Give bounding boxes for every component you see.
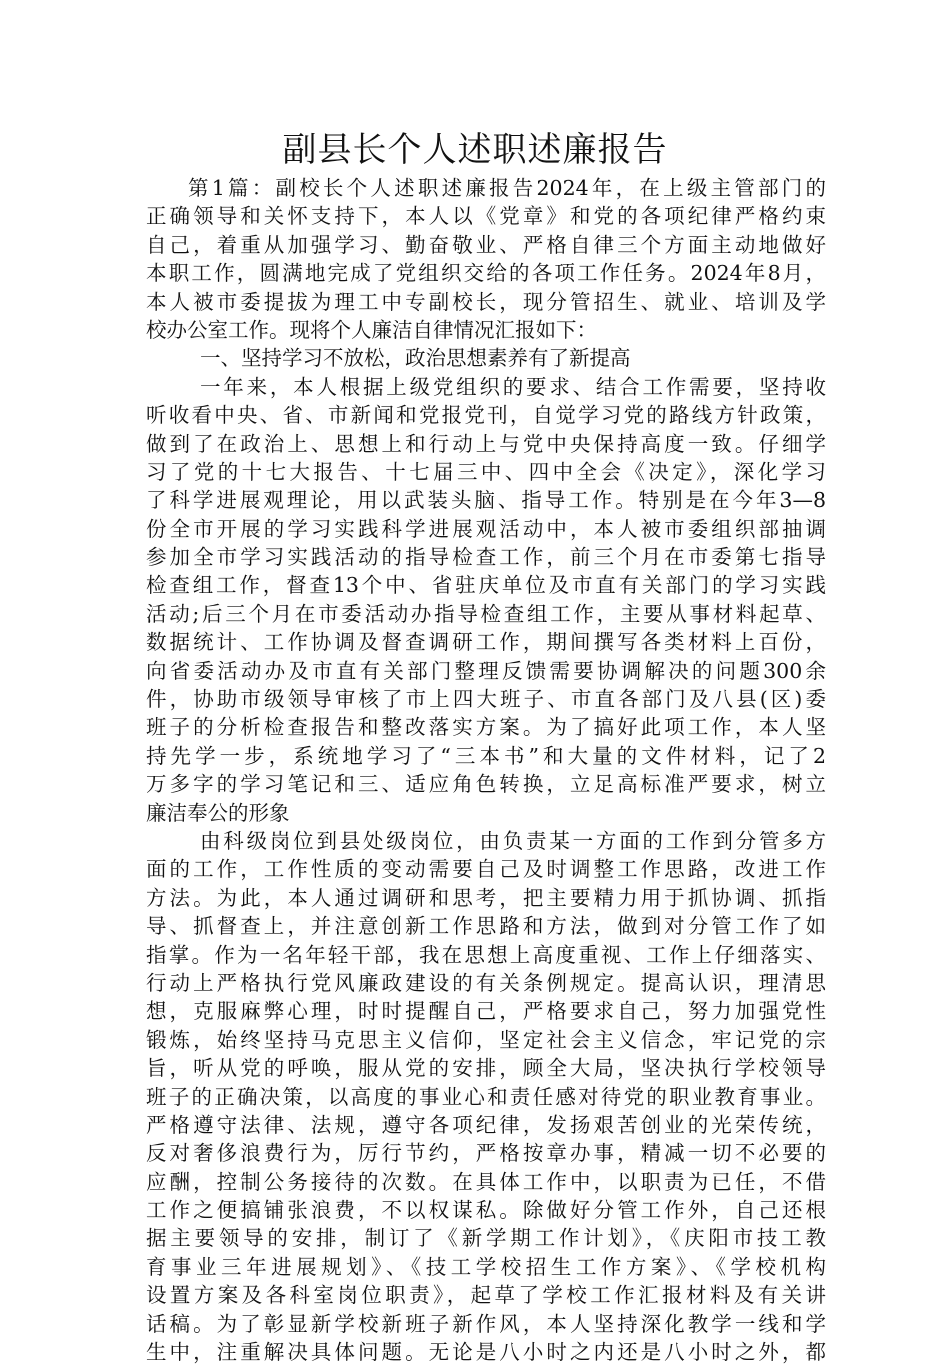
text-line: 应酬，控制公务接待的次数。在具体工作中，以职责为已任，不借 <box>146 1169 826 1194</box>
text-line: 一年来，本人根据上级党组织的要求、结合工作需要，坚持收 <box>200 374 826 399</box>
text-line: 工作之便搞铺张浪费，不以权谋私。除做好分管工作外，自己还根 <box>146 1198 826 1223</box>
text-line: 第1篇：副校长个人述职述廉报告2024年，在上级主管部门的 <box>188 176 826 200</box>
text-line: 万多字的学习笔记和三、适应角色转换，立足高标准严要求，树立 <box>146 772 826 797</box>
text-line: 份全市开展的学习实践科学进展观活动中，本人被市委组织部抽调 <box>146 516 826 541</box>
text-line: 数据统计、工作协调及督查调研工作，期间撰写各类材料上百份， <box>146 630 826 655</box>
text-line: 行动上严格执行党风廉政建设的有关条例规定。提高认识，理清思 <box>146 970 826 995</box>
page-title: 副县长个人述职述廉报告 <box>282 130 668 170</box>
text-line: 旨，听从党的呼唤，服从党的安排，顾全大局，坚决执行学校领导 <box>146 1056 826 1081</box>
text-line: 参加全市学习实践活动的指导检查工作，前三个月在市委第七指导 <box>146 545 826 570</box>
text-line: 习了党的十七大报告、十七届三中、四中全会《决定》，深化学习 <box>146 459 826 484</box>
text-line: 了科学进展观理论，用以武装头脑、指导工作。特别是在今年3—8 <box>146 488 826 513</box>
text-line: 话稿。为了彰显新学校新班子新作风，本人坚持深化教学一线和学 <box>146 1311 826 1336</box>
text-line: 育事业三年进展规划》、《技工学校招生工作方案》、《学校机构 <box>146 1254 826 1279</box>
text-line: 班子的正确决策，以高度的事业心和责任感对待党的职业教育事业。 <box>146 1084 826 1109</box>
text-line: 面的工作，工作性质的变动需要自己及时调整工作思路，改进工作 <box>146 857 826 882</box>
text-line: 活动;后三个月在市委活动办指导检查组工作，主要从事材料起草、 <box>146 601 826 626</box>
text-line: 导、抓督查上，并注意创新工作思路和方法，做到对分管工作了如 <box>146 914 826 939</box>
text-line: 校办公室工作。现将个人廉洁自律情况汇报如下： <box>146 317 597 342</box>
text-line: 本职工作，圆满地完成了党组织交给的各项工作任务。2024年8月， <box>146 261 826 286</box>
text-line: 班子的分析检查报告和整改落实方案。为了搞好此项工作，本人坚 <box>146 715 826 740</box>
text-line: 锻炼，始终坚持马克思主义信仰，坚定社会主义信念，牢记党的宗 <box>146 1027 826 1052</box>
text-line: 检查组工作，督查13个中、省驻庆单位及市直有关部门的学习实践 <box>146 573 826 598</box>
text-line: 据主要领导的安排，制订了《新学期工作计划》，《庆阳市技工教 <box>146 1226 826 1251</box>
text-line: 廉洁奉公的形象 <box>146 800 290 825</box>
text-line: 生中，注重解决具体问题。无论是八小时之内还是八小时之外，都 <box>146 1340 826 1365</box>
text-line: 正确领导和关怀支持下，本人以《党章》和党的各项纪律严格约束 <box>146 204 826 229</box>
text-line: 严格遵守法律、法规，遵守各项纪律，发扬艰苦创业的光荣传统， <box>146 1112 826 1137</box>
text-line: 听收看中央、省、市新闻和党报党刊，自觉学习党的路线方针政策， <box>146 403 826 428</box>
text-line: 反对奢侈浪费行为，厉行节约，严格按章办事，精减一切不必要的 <box>146 1141 826 1166</box>
text-line: 自己，着重从加强学习、勤奋敬业、严格自律三个方面主动地做好 <box>146 232 826 257</box>
document-body <box>146 174 826 1366</box>
text-line: 由科级岗位到县处级岗位，由负责某一方面的工作到分管多方 <box>200 828 826 853</box>
text-line: 做到了在政治上、思想上和行动上与党中央保持高度一致。仔细学 <box>146 431 826 456</box>
text-line: 本人被市委提拔为理工中专副校长，现分管招生、就业、培训及学 <box>146 289 826 314</box>
text-line: 件，协助市级领导审核了市上四大班子、市直各部门及八县(区)委 <box>146 687 826 712</box>
text-line: 向省委活动办及市直有关部门整理反馈需要协调解决的问题300余 <box>146 658 826 683</box>
text-line: 想，克服麻弊心理，时时提醒自己，严格要求自己，努力加强党性 <box>146 999 826 1024</box>
text-line: 一、坚持学习不放松，政治思想素养有了新提高 <box>200 346 631 371</box>
text-line: 设置方案及各科室岗位职责》，起草了学校工作汇报材料及有关讲 <box>146 1283 826 1308</box>
text-line: 指掌。作为一名年轻干部，我在思想上高度重视、工作上仔细落实、 <box>146 942 826 967</box>
text-line: 方法。为此，本人通过调研和思考，把主要精力用于抓协调、抓指 <box>146 885 826 910</box>
text-line: 持先学一步，系统地学习了“三本书”和大量的文件材料，记了2 <box>146 743 826 768</box>
